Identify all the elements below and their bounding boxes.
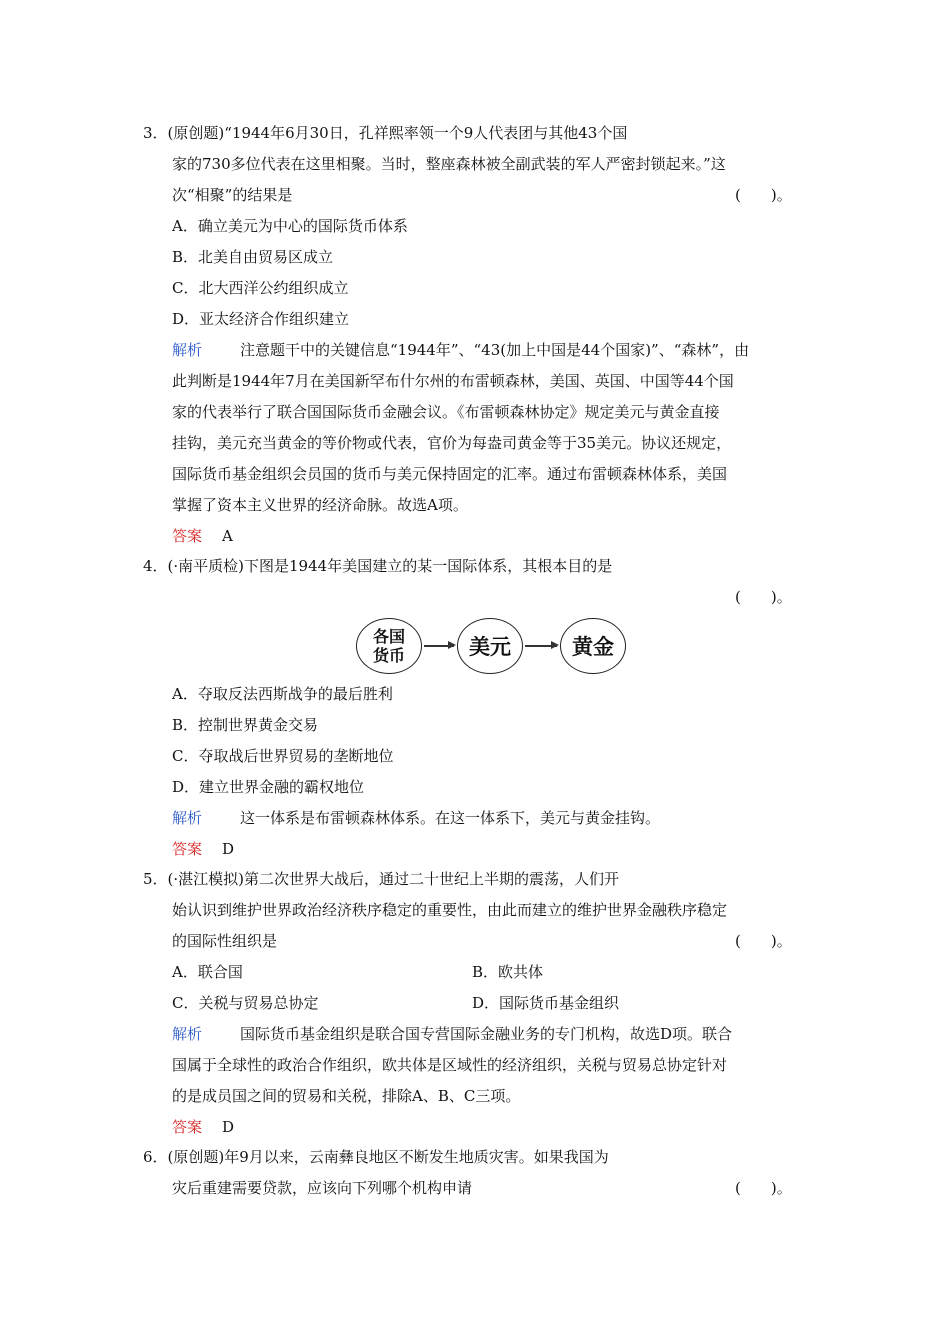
q3-option-b: B．北美自由贸易区成立 xyxy=(172,248,334,266)
q5-answer-value: D xyxy=(222,1118,235,1136)
diagram-node-currencies-line2: 货币 xyxy=(372,646,405,665)
q4-analysis-text: 这一体系是布雷顿森林体系。在这一体系下，美元与黄金挂钩。 xyxy=(240,809,661,827)
diagram-node-usd xyxy=(457,618,523,674)
q4-option-a: A．夺取反法西斯战争的最后胜利 xyxy=(172,685,393,703)
q6-stem-line1: 6．(原创题)年9月以来，云南彝良地区不断发生地质灾害。如果我国为 xyxy=(143,1148,609,1166)
diagram-node-currencies xyxy=(356,618,422,674)
q5-option-c: C．关税与贸易总协定 xyxy=(172,994,319,1012)
q4-answer-label: 答案 xyxy=(172,840,203,858)
q6-answer-blank: ( )。 xyxy=(735,1179,792,1197)
q5-stem-line1: 5．(·湛江模拟)第二次世界大战后，通过二十世纪上半期的震荡，人们开 xyxy=(143,870,620,888)
q3-analysis-line2: 此判断是1944年7月在美国新罕布什尔州的布雷顿森林，美国、英国、中国等44个国 xyxy=(172,372,734,390)
q5-option-d: D．国际货币基金组织 xyxy=(472,994,620,1012)
q3-answer-blank: ( )。 xyxy=(735,186,792,204)
diagram-node-gold xyxy=(560,618,626,674)
q5-answer-blank: ( )。 xyxy=(735,932,792,950)
q5-analysis-line2: 国属于全球性的政治合作组织，欧共体是区域性的经济组织，关税与贸易总协定针对 xyxy=(172,1056,728,1074)
q3-option-d: D．亚太经济合作组织建立 xyxy=(172,310,350,328)
q3-answer-label: 答案 xyxy=(172,527,203,545)
q4-stem-line1: 4．(·南平质检)下图是1944年美国建立的某一国际体系，其根本目的是 xyxy=(143,557,613,575)
q3-answer-value: A xyxy=(222,527,233,545)
q3-stem-line2: 家的730多位代表在这里相聚。当时，整座森林被全副武装的军人严密封锁起来。”这 xyxy=(172,155,726,173)
q6-stem-line2: 灾后重建需要贷款，应该向下列哪个机构申请 xyxy=(172,1179,473,1197)
q3-option-c: C．北大西洋公约组织成立 xyxy=(172,279,349,297)
q3-analysis-line5: 国际货币基金组织会员国的货币与美元保持固定的汇率。通过布雷顿森林体系，美国 xyxy=(172,465,728,483)
q3-analysis-line1: 注意题干中的关键信息“1944年”、“43(加上中国是44个国家)”、“森林”，由 xyxy=(240,341,750,359)
q5-stem-line2: 始认识到维护世界政治经济秩序稳定的重要性，由此而建立的维护世界金融秩序稳定 xyxy=(172,901,728,919)
q5-analysis-label: 解析 xyxy=(172,1025,203,1043)
q3-analysis-line4: 挂钩，美元充当黄金的等价物或代表，官价为每盎司黄金等于35美元。协议还规定， xyxy=(172,434,732,452)
q4-option-c: C．夺取战后世界贸易的垄断地位 xyxy=(172,747,394,765)
q4-analysis-label: 解析 xyxy=(172,809,203,827)
q3-analysis-line6: 掌握了资本主义世界的经济命脉。故选A项。 xyxy=(172,496,468,514)
diagram-node-gold-label: 黄金 xyxy=(572,635,614,659)
q4-answer-value: D xyxy=(222,840,235,858)
q5-option-b: B．欧共体 xyxy=(472,963,544,981)
currency-system-diagram xyxy=(356,618,626,674)
q3-stem-line1: 3．(原创题)“1944年6月30日，孔祥熙率领一个9人代表团与其他43个国 xyxy=(143,124,628,142)
q5-answer-label: 答案 xyxy=(172,1118,203,1136)
diagram-arrow-2 xyxy=(525,645,557,647)
q4-option-d: D．建立世界金融的霸权地位 xyxy=(172,778,365,796)
q4-option-b: B．控制世界黄金交易 xyxy=(172,716,319,734)
diagram-arrow-1 xyxy=(424,645,454,647)
q3-analysis-label: 解析 xyxy=(172,341,203,359)
q3-stem-line3: 次“相聚”的结果是 xyxy=(172,186,293,204)
diagram-node-usd-label: 美元 xyxy=(469,635,511,659)
diagram-node-currencies-line1: 各国 xyxy=(372,627,405,646)
q5-stem-line3: 的国际性组织是 xyxy=(172,932,278,950)
q4-answer-blank: ( )。 xyxy=(735,588,792,606)
q3-analysis-line3: 家的代表举行了联合国国际货币金融会议。《布雷顿森林协定》规定美元与黄金直接 xyxy=(172,403,720,421)
q3-option-a: A．确立美元为中心的国际货币体系 xyxy=(172,217,408,235)
q5-option-a: A．联合国 xyxy=(172,963,243,981)
q5-analysis-line1: 国际货币基金组织是联合国专营国际金融业务的专门机构，故选D项。联合 xyxy=(240,1025,733,1043)
q5-analysis-line3: 的是成员国之间的贸易和关税，排除A、B、C三项。 xyxy=(172,1087,521,1105)
